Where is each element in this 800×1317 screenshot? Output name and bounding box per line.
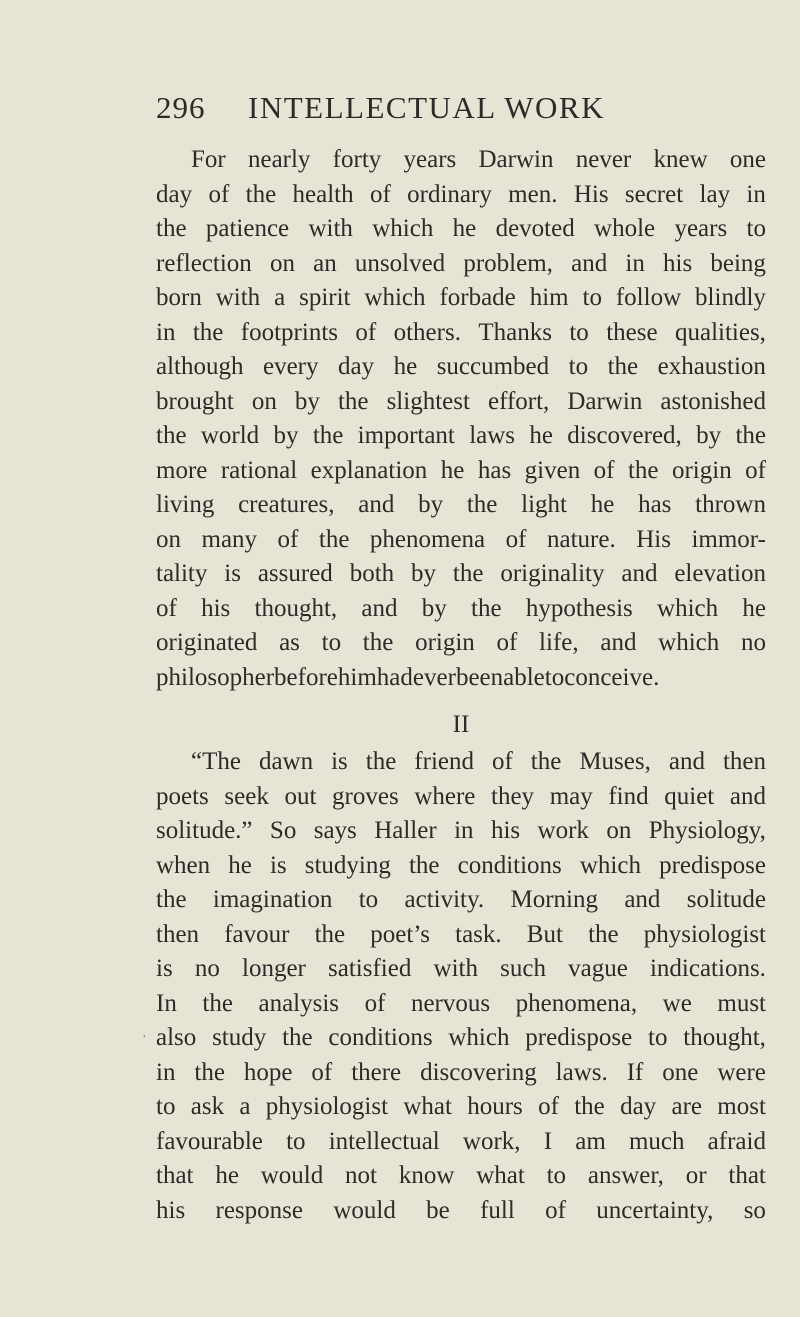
page-number: 296 bbox=[156, 90, 206, 125]
section-heading: II bbox=[452, 711, 470, 738]
text-line: in the footprints of others. Thanks to these qualities, bbox=[156, 318, 766, 346]
text-line: is no longer satisfied with such vague indications. bbox=[156, 955, 766, 982]
running-title: INTELLECTUAL WORK bbox=[248, 90, 605, 125]
text-line: of his thought, and by the hypothesis which he bbox=[156, 594, 766, 622]
text-line: philosopher before him had ever been able to conceive. bbox=[156, 663, 660, 691]
text-line: brought on by the slightest effort, Darwin astonished bbox=[156, 387, 766, 415]
text-line: “The dawn is the friend of the Muses, and then bbox=[191, 748, 766, 775]
text-line: the imagination to activity. Morning and solitude bbox=[156, 886, 766, 913]
paragraph-darwin bbox=[156, 143, 766, 695]
text-line: when he is studying the conditions which predispose bbox=[156, 851, 766, 879]
text-line: his response would be full of uncertainty, so bbox=[156, 1196, 766, 1224]
text-line: For nearly forty years Darwin never knew one bbox=[191, 146, 766, 173]
text-line: tality is assured both by the originality and elevation bbox=[156, 560, 766, 587]
margin-mark: ʾ bbox=[142, 1034, 147, 1049]
text-line: the patience with which he devoted whole years to bbox=[156, 215, 766, 242]
paragraph-haller bbox=[156, 745, 766, 1228]
text-line: poets seek out groves where they may find quiet and bbox=[156, 782, 766, 810]
text-line: solitude.” So says Haller in his work on Physiology, bbox=[156, 817, 766, 844]
text-line: then favour the poet’s task. But the physiologist bbox=[156, 920, 766, 948]
text-line: reflection on an unsolved problem, and in his being bbox=[156, 249, 766, 277]
text-line: living creatures, and by the light he has thrown bbox=[156, 491, 766, 518]
text-line: originated as to the origin of life, and which no bbox=[156, 629, 766, 656]
page-body bbox=[156, 143, 766, 1228]
text-line: in the hope of there discovering laws. If one were bbox=[156, 1058, 766, 1086]
text-line: favourable to intellectual work, I am much afraid bbox=[156, 1127, 766, 1155]
text-line: to ask a physiologist what hours of the day are most bbox=[156, 1093, 766, 1120]
running-head bbox=[156, 92, 766, 132]
text-line: although every day he succumbed to the exhaustion bbox=[156, 353, 766, 380]
text-line: the world by the important laws he discovered, by the bbox=[156, 422, 766, 449]
text-line: born with a spirit which forbade him to follow blindly bbox=[156, 284, 766, 311]
text-line: on many of the phenomena of nature. His immor- bbox=[156, 525, 766, 553]
text-line: In the analysis of nervous phenomena, we must bbox=[156, 989, 766, 1017]
text-line: that he would not know what to answer, or that bbox=[156, 1162, 766, 1189]
text-line: also study the conditions which predispose to thought, bbox=[156, 1024, 766, 1051]
text-line: more rational explanation he has given of the origin of bbox=[156, 456, 766, 484]
text-line: day of the health of ordinary men. His secret lay in bbox=[156, 180, 766, 208]
